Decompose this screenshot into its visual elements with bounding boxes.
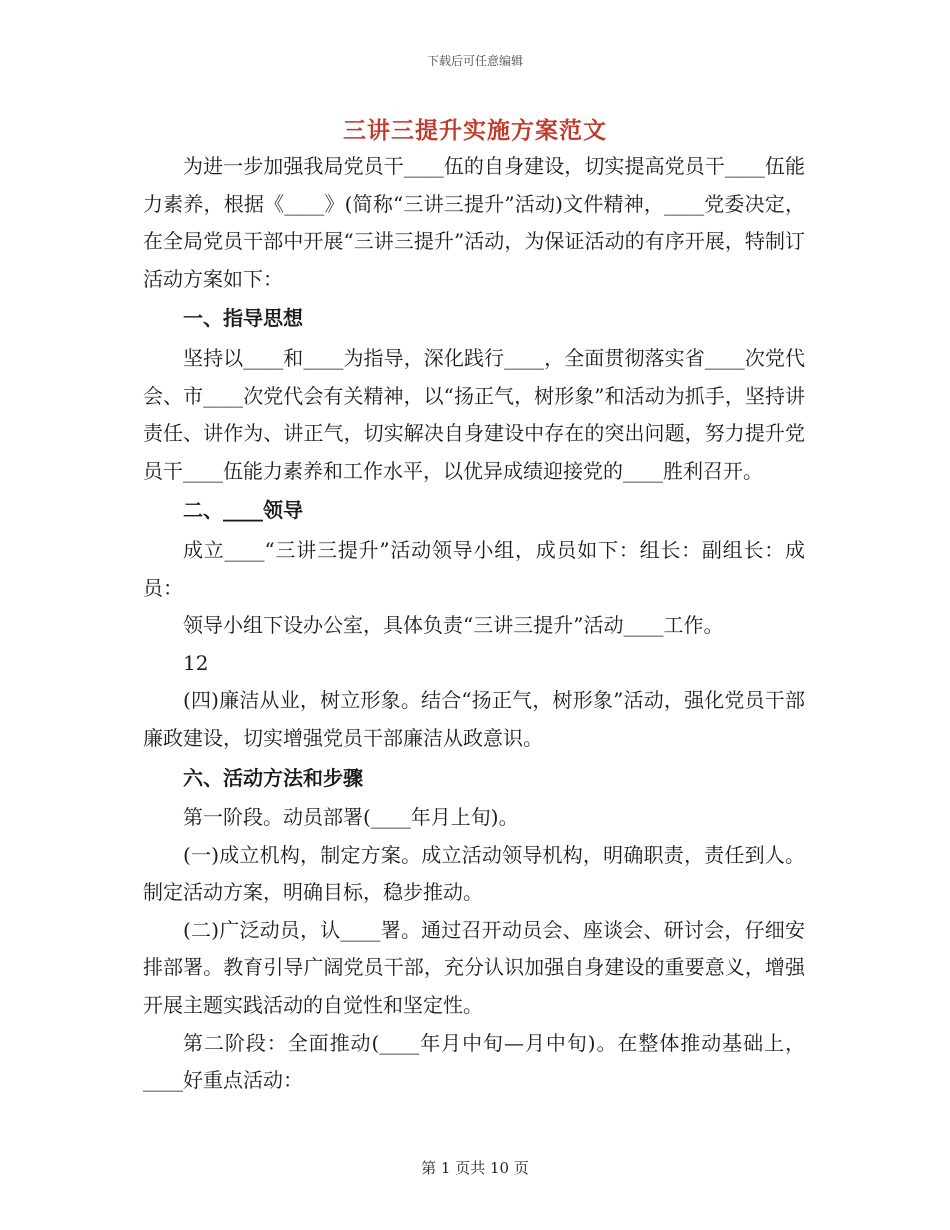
leadership-group-paragraph: 成立____“三讲三提升”活动领导小组，成员如下：组长：副组长：成员： — [143, 537, 805, 600]
stage-two-paragraph: 第二阶段：全面推动(____年月中旬—月中旬)。在整体推动基础上，____好重点活动： — [143, 1030, 805, 1093]
section-heading-guiding-ideology: 一、指导思想 — [183, 306, 303, 331]
leadership-office-paragraph: 领导小组下设办公室，具体负责“三讲三提升”活动____工作。 — [183, 613, 724, 638]
section-heading-methods-steps: 六、活动方法和步骤 — [183, 765, 363, 790]
guiding-ideology-paragraph: 坚持以____和____为指导，深化践行____，全面贯彻落实省____次党代会、市____次党代会有关精神，以“扬正气，树形象”和活动为抓手，坚持讲责任、讲作为、讲正气，切实解决自身建设中存在的突出问题，努力提升党员干____伍能力素养和工作水平，以优异成绩迎接党的____胜利召开。 — [143, 345, 805, 483]
intro-paragraph: 为进一步加强我局党员干____伍的自身建设，切实提高党员干____伍能力素养，根据《____》(简称“三讲三提升”活动)文件精神，____党委决定，在全局党员干部中开展“三讲三提升”活动，为保证活动的有序开展，特制订活动方案如下： — [143, 154, 805, 291]
stray-number-line: 12 — [183, 650, 209, 675]
document-title: 三讲三提升实施方案范文 — [343, 117, 607, 144]
mobilize-paragraph: (二)广泛动员，认____署。通过召开动员会、座谈会、研讨会，仔细安排部署。教育引导广阔党员干部，充分认识加强自身建设的重要意义，增强开展主题实践活动的自觉性和坚定性。 — [143, 917, 805, 1018]
section-heading-leadership: 二、____领导 — [183, 498, 303, 523]
document-body — [143, 148, 805, 1100]
stage-one-paragraph: 第一阶段。动员部署(____年月上旬)。 — [183, 805, 519, 830]
integrity-paragraph: (四)廉洁从业，树立形象。结合“扬正气，树形象”活动，强化党员干部廉政建设，切实增强党员干部廉洁从政意识。 — [143, 688, 805, 750]
establish-organization-paragraph: (一)成立机构，制定方案。成立活动领导机构，明确职责，责任到人。制定活动方案，明确目标，稳步推动。 — [143, 842, 805, 905]
header-note: 下载后可任意编辑 — [426, 54, 523, 68]
page-footer: 第 1 页共 10 页 — [421, 1159, 529, 1177]
